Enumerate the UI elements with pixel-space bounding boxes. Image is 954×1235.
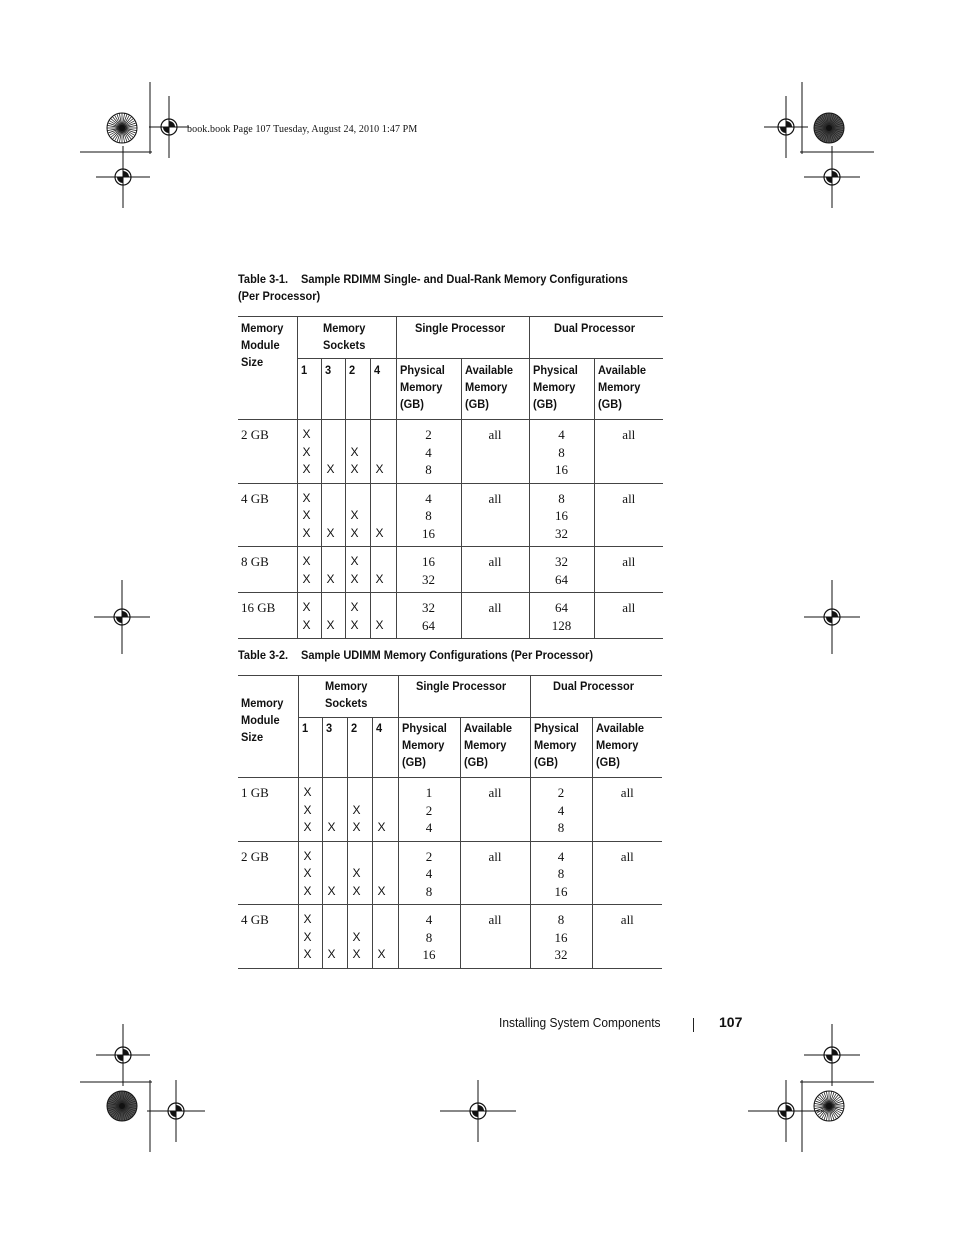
col-socket-2: 2 (348, 363, 355, 377)
col-dp-available: Available Memory (GB) (595, 721, 644, 769)
table-row (238, 420, 663, 484)
cell-socket-1: X X X (298, 905, 322, 969)
cell-socket-3: X (322, 778, 347, 842)
cell-socket-4: X (372, 905, 398, 969)
col-dp-physical: Physical Memory (GB) (532, 363, 578, 411)
col-dual-processor: Dual Processor (552, 679, 634, 693)
cell-sp-available: all (461, 483, 529, 547)
cell-dp-physical: 64 128 (529, 593, 594, 639)
col-socket-1: 1 (301, 721, 308, 735)
cell-socket-1: X X X (298, 841, 322, 905)
cell-socket-1: X X X (298, 778, 322, 842)
table1-rdimm (238, 316, 663, 639)
col-dp-physical: Physical Memory (GB) (533, 721, 579, 769)
table2-caption (238, 647, 643, 664)
table-row (238, 593, 663, 639)
cell-sp-available: all (460, 841, 530, 905)
cell-dp-physical: 8 16 32 (530, 905, 592, 969)
table-row (238, 841, 662, 905)
col-module-size: Memory Module Size (241, 321, 284, 369)
col-single-processor: Single Processor (414, 321, 505, 335)
cell-dp-physical: 4 8 16 (530, 841, 592, 905)
table1-number: Table 3-1. (238, 272, 289, 286)
crosshair-mark (96, 1024, 150, 1086)
col-socket-3: 3 (324, 363, 331, 377)
cell-sp-physical: 16 32 (396, 547, 461, 593)
cell-sp-physical: 4 8 16 (396, 483, 461, 547)
cell-module-size: 4 GB (238, 483, 297, 547)
table-row (238, 547, 663, 593)
col-sp-physical: Physical Memory (GB) (401, 721, 447, 769)
col-socket-4: 4 (375, 721, 382, 735)
col-dp-available: Available Memory (GB) (597, 363, 646, 411)
cell-dp-available: all (594, 547, 663, 593)
cell-socket-2: X X (347, 905, 372, 969)
running-header: book.book Page 107 Tuesday, August 24, 2010 1:47 PM (187, 124, 418, 135)
col-socket-1: 1 (300, 363, 307, 377)
crosshair-mark (804, 146, 860, 208)
cell-socket-4: X (370, 483, 396, 547)
cell-socket-4: X (372, 778, 398, 842)
crop-mark-bottom-left (80, 1080, 152, 1152)
cell-dp-available: all (594, 593, 663, 639)
cell-socket-4: X (372, 841, 398, 905)
cell-socket-2: X X (345, 547, 370, 593)
cell-dp-available: all (592, 905, 662, 969)
cell-sp-physical: 1 2 4 (398, 778, 460, 842)
cell-socket-1: X X (297, 593, 321, 639)
cell-socket-1: X X X (297, 420, 321, 484)
col-socket-2: 2 (350, 721, 357, 735)
crosshair-mark (94, 580, 150, 654)
crop-mark-bottom-right (800, 1080, 874, 1152)
col-single-processor: Single Processor (415, 679, 506, 693)
cell-socket-1: X X (297, 547, 321, 593)
footer-separator (693, 1018, 694, 1032)
cell-dp-physical: 8 16 32 (529, 483, 594, 547)
col-sp-available: Available Memory (GB) (464, 363, 513, 411)
cell-socket-2: X X (345, 593, 370, 639)
col-dual-processor: Dual Processor (553, 321, 635, 335)
col-memory-sockets: Memory Sockets (324, 679, 367, 710)
cell-module-size: 1 GB (238, 778, 298, 842)
table-row (238, 483, 663, 547)
cell-socket-2: X X (345, 483, 370, 547)
cell-dp-physical: 32 64 (529, 547, 594, 593)
cell-sp-available: all (461, 547, 529, 593)
cell-socket-2: X X (347, 841, 372, 905)
cell-socket-1: X X X (297, 483, 321, 547)
table2-number: Table 3-2. (238, 648, 289, 662)
crosshair-mark (149, 96, 189, 158)
table2-udimm (238, 675, 662, 969)
cell-sp-physical: 2 4 8 (398, 841, 460, 905)
col-memory-sockets: Memory Sockets (322, 321, 365, 352)
cell-module-size: 16 GB (238, 593, 297, 639)
cell-socket-3: X (322, 905, 347, 969)
cell-sp-available: all (460, 778, 530, 842)
col-socket-4: 4 (373, 363, 380, 377)
cell-sp-available: all (461, 420, 529, 484)
cell-sp-available: all (461, 593, 529, 639)
cell-sp-available: all (460, 905, 530, 969)
crosshair-mark (440, 1080, 516, 1142)
table2-title: Sample UDIMM Memory Configurations (Per Processor) (300, 648, 593, 662)
crosshair-mark (96, 146, 150, 208)
cell-dp-physical: 2 4 8 (530, 778, 592, 842)
cell-socket-3: X (321, 420, 345, 484)
cell-sp-physical: 32 64 (396, 593, 461, 639)
footer-section-title: Installing System Components (499, 1015, 661, 1030)
cell-socket-3: X (321, 547, 345, 593)
page-number: 107 (719, 1014, 743, 1030)
cell-module-size: 2 GB (238, 420, 297, 484)
crop-mark-top-right (800, 82, 874, 154)
cell-dp-available: all (594, 483, 663, 547)
cell-socket-3: X (322, 841, 347, 905)
cell-sp-physical: 4 8 16 (398, 905, 460, 969)
cell-socket-3: X (321, 483, 345, 547)
cell-dp-available: all (594, 420, 663, 484)
cell-socket-4: X (370, 420, 396, 484)
cell-socket-3: X (321, 593, 345, 639)
col-socket-3: 3 (325, 721, 332, 735)
cell-module-size: 4 GB (238, 905, 298, 969)
col-module-size: Memory Module Size (241, 696, 284, 744)
cell-module-size: 2 GB (238, 841, 298, 905)
crosshair-mark (804, 580, 860, 654)
table1-caption (238, 271, 643, 305)
col-sp-available: Available Memory (GB) (463, 721, 512, 769)
table-row (238, 905, 662, 969)
col-sp-physical: Physical Memory (GB) (399, 363, 445, 411)
cell-sp-physical: 2 4 8 (396, 420, 461, 484)
cell-dp-physical: 4 8 16 (529, 420, 594, 484)
table-row (238, 778, 662, 842)
table1-title: Sample RDIMM Single- and Dual-Rank Memory Configurations (Per Processor) (238, 272, 628, 303)
crosshair-mark (804, 1024, 860, 1086)
cell-socket-4: X (370, 547, 396, 593)
cell-dp-available: all (592, 778, 662, 842)
cell-dp-available: all (592, 841, 662, 905)
cell-socket-2: X X (345, 420, 370, 484)
cell-module-size: 8 GB (238, 547, 297, 593)
crop-mark-top-left (80, 82, 152, 154)
crosshair-mark (147, 1080, 205, 1142)
cell-socket-4: X (370, 593, 396, 639)
cell-socket-2: X X (347, 778, 372, 842)
